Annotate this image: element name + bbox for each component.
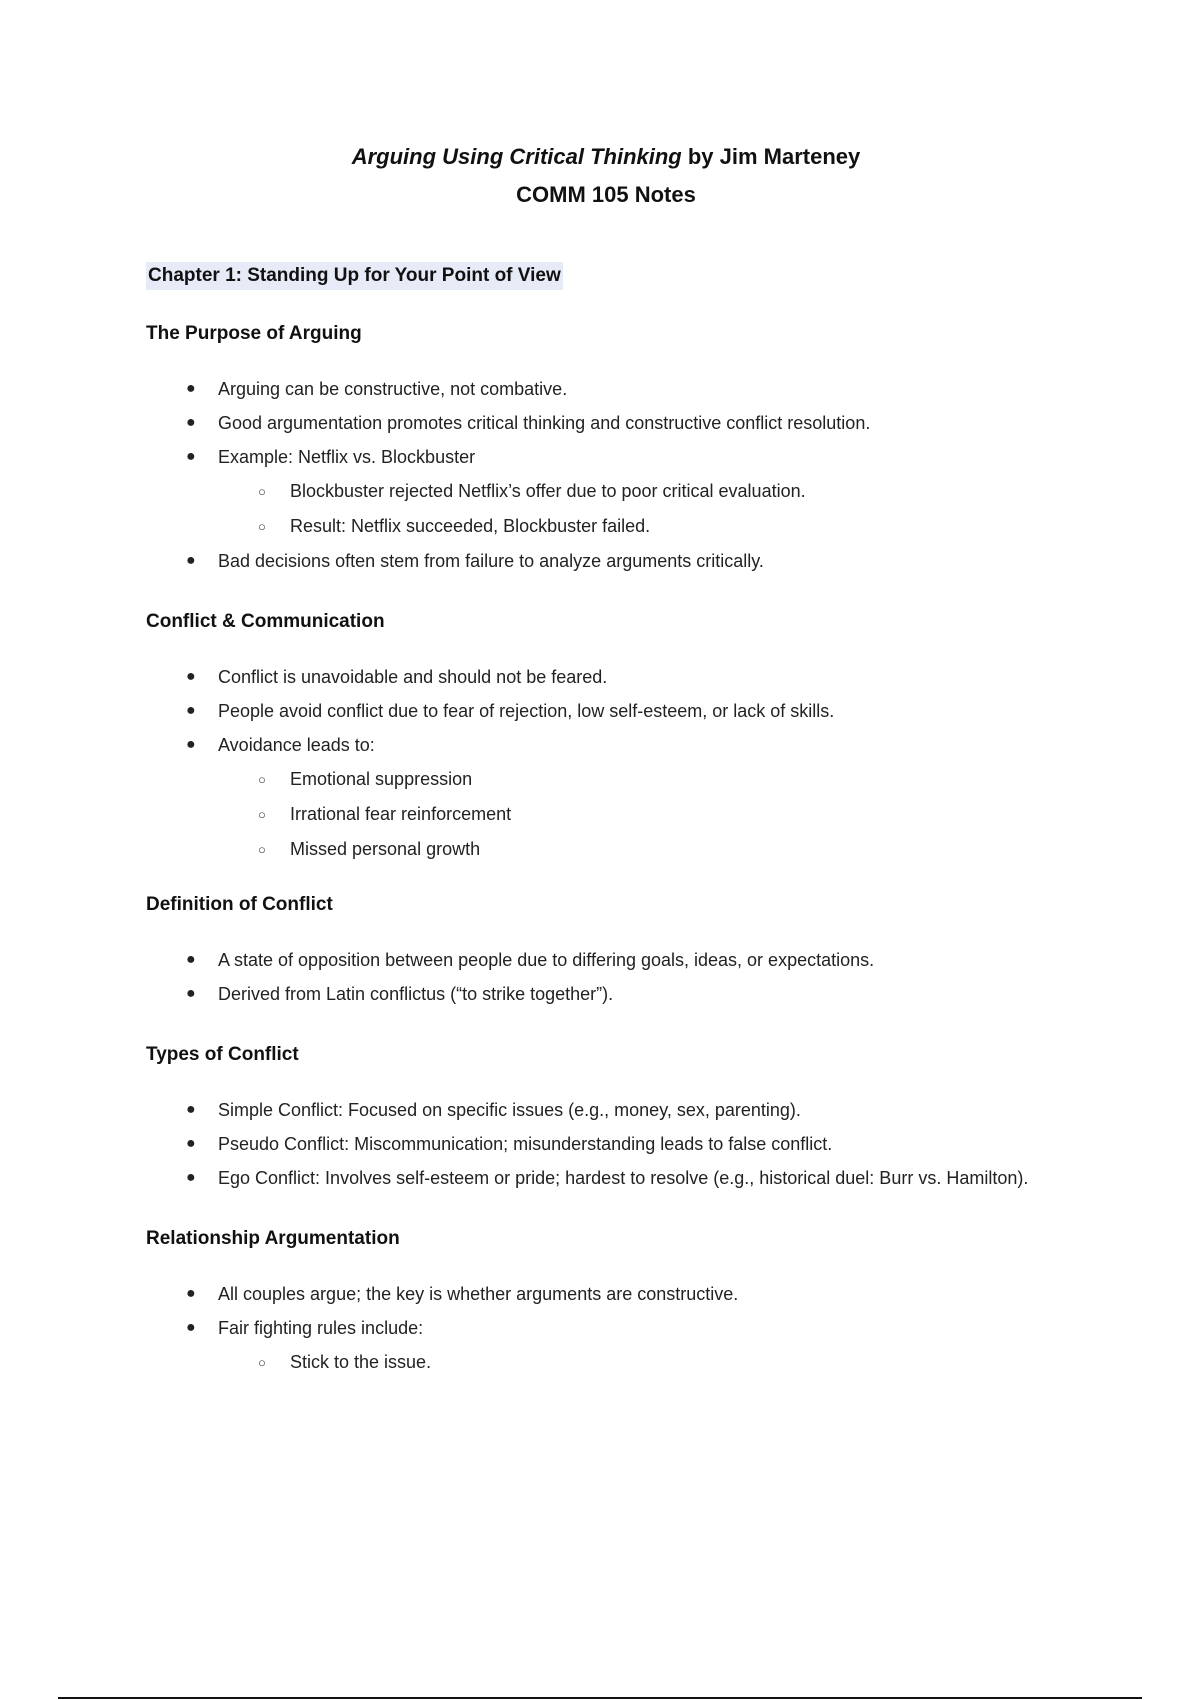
sublist-item: ○ Missed personal growth [218,832,1066,867]
list-item: ● Good argumentation promotes critical thinking and constructive conflict resolution. [146,406,1066,440]
section-heading-types: Types of Conflict [146,1044,299,1065]
document-subtitle: COMM 105 Notes [516,182,696,207]
document-page [146,138,1066,1380]
sublist [218,762,1066,867]
list-definition [146,943,1066,1011]
bullet-icon: ● [186,1319,196,1336]
bullet-icon: ● [186,448,196,465]
sublist [218,1345,1066,1380]
sublist [218,474,1066,544]
bullet-icon: ● [186,1285,196,1302]
bullet-icon: ● [186,552,196,569]
list-item: ● Conflict is unavoidable and should not be feared. [146,660,1066,694]
list-item: ● Avoidance leads to: ○ Emotional suppression ○ Irrational fear reinforcement ○ Missed personal growth [146,728,1066,867]
bullet-icon: ● [186,702,196,719]
list-item: ● Simple Conflict: Focused on specific issues (e.g., money, sex, parenting). [146,1093,1066,1127]
sub-bullet-icon: ○ [258,807,266,822]
sub-bullet-icon: ○ [258,772,266,787]
list-conflict-communication [146,660,1066,867]
section-heading-purpose: The Purpose of Arguing [146,323,362,344]
bullet-icon: ● [186,1101,196,1118]
sublist-item: ○ Stick to the issue. [218,1345,1066,1380]
title-italic: Arguing Using Critical Thinking [351,144,682,169]
section-heading-definition: Definition of Conflict [146,894,333,915]
bullet-icon: ● [186,380,196,397]
sub-bullet-icon: ○ [258,1355,266,1370]
list-item: ● A state of opposition between people due to differing goals, ideas, or expectations. [146,943,1066,977]
bullet-icon: ● [186,1135,196,1152]
section-heading-relationship: Relationship Argumentation [146,1228,400,1249]
list-item: ● Derived from Latin conflictus (“to strike together”). [146,977,1066,1011]
sub-bullet-icon: ○ [258,519,266,534]
bullet-icon: ● [186,668,196,685]
sublist-item: ○ Blockbuster rejected Netflix’s offer due to poor critical evaluation. [218,474,1066,509]
section-heading-conflict-communication: Conflict & Communication [146,611,385,632]
chapter-heading: Chapter 1: Standing Up for Your Point of View [146,262,563,290]
list-item: ● Bad decisions often stem from failure to analyze arguments critically. [146,544,1066,578]
bullet-icon: ● [186,414,196,431]
sublist-item: ○ Emotional suppression [218,762,1066,797]
list-purpose [146,372,1066,578]
list-item: ● Example: Netflix vs. Blockbuster ○ Blockbuster rejected Netflix’s offer due to poor critical evaluation. ○ Result: Netflix succeeded, Blockbuster failed. [146,440,1066,544]
sub-bullet-icon: ○ [258,842,266,857]
bullet-icon: ● [186,985,196,1002]
list-item: ● Fair fighting rules include: ○ Stick to the issue. [146,1311,1066,1380]
bullet-icon: ● [186,736,196,753]
list-item: ● Ego Conflict: Involves self-esteem or pride; hardest to resolve (e.g., historical duel: Burr vs. Hamilton). [146,1161,1066,1195]
list-item: ● Pseudo Conflict: Miscommunication; misunderstanding leads to false conflict. [146,1127,1066,1161]
sub-bullet-icon: ○ [258,484,266,499]
sublist-item: ○ Irrational fear reinforcement [218,797,1066,832]
list-types [146,1093,1066,1195]
sublist-item: ○ Result: Netflix succeeded, Blockbuster failed. [218,509,1066,544]
list-item: ● All couples argue; the key is whether arguments are constructive. [146,1277,1066,1311]
bullet-icon: ● [186,951,196,968]
title-author: by Jim Marteney [681,144,861,169]
list-item: ● People avoid conflict due to fear of rejection, low self-esteem, or lack of skills. [146,694,1066,728]
bottom-divider [58,1697,1142,1699]
document-title [146,138,1066,176]
list-relationship [146,1277,1066,1380]
bullet-icon: ● [186,1169,196,1186]
list-item: ● Arguing can be constructive, not combative. [146,372,1066,406]
